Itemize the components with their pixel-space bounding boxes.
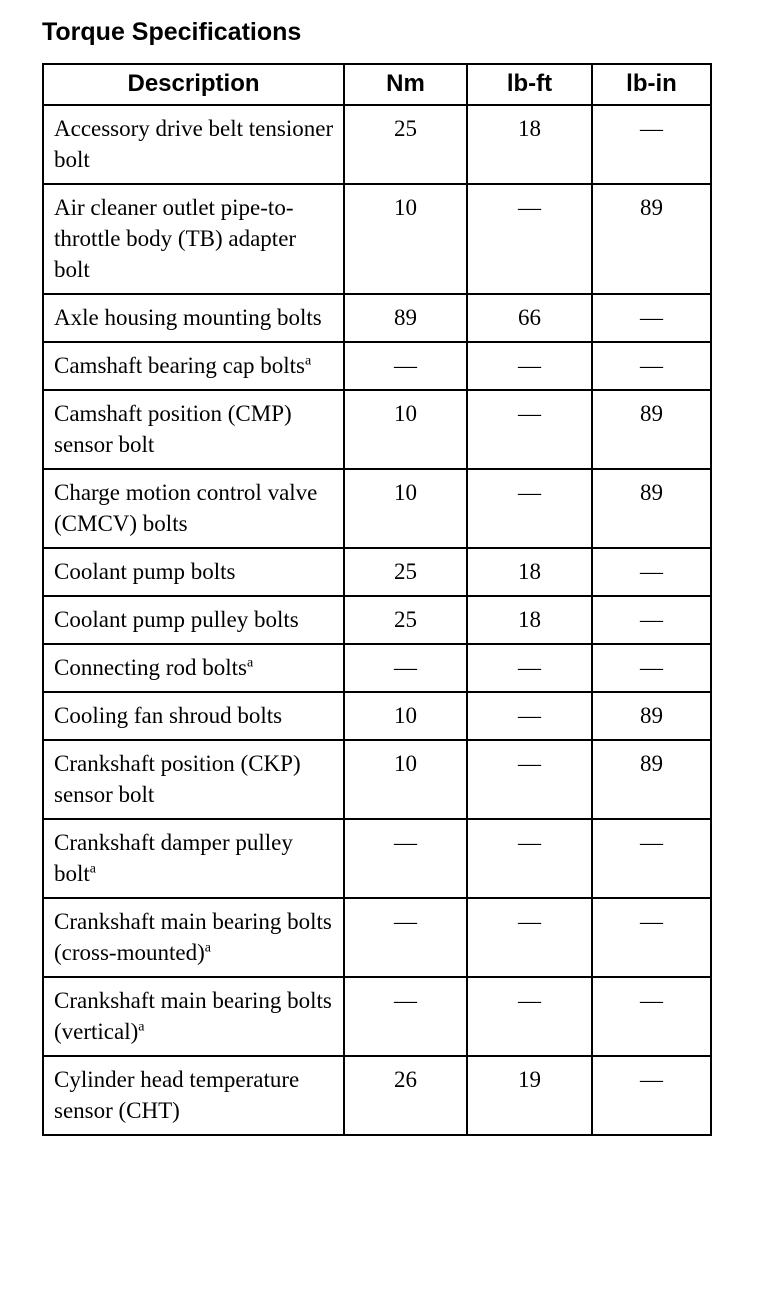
description-cell: Connecting rod bolts$^a$: [43, 644, 344, 692]
nm-cell: —: [344, 819, 467, 898]
description-cell: Charge motion control valve (CMCV) bolts: [43, 469, 344, 548]
footnote-marker: a: [246, 655, 254, 671]
footnote-marker: a: [305, 353, 312, 369]
lbft-cell: 18: [467, 596, 592, 644]
lbft-cell: —: [467, 740, 592, 819]
description-cell: Camshaft bearing cap bolts$^a$: [43, 342, 344, 390]
lbin-cell: —: [592, 294, 711, 342]
description-cell: Accessory drive belt tensioner bolt: [43, 105, 344, 184]
lbft-cell: —: [467, 692, 592, 740]
header-row: [43, 64, 711, 105]
footnote-marker: a: [138, 1019, 145, 1035]
footnote-marker: a: [89, 861, 96, 877]
torque-specifications-table: [42, 63, 712, 1136]
header-nm: Nm: [344, 64, 467, 105]
lbin-cell: —: [592, 596, 711, 644]
table-row: [43, 548, 711, 596]
table-row: [43, 184, 711, 294]
lbin-cell: 89: [592, 184, 711, 294]
lbft-cell: —: [467, 342, 592, 390]
nm-cell: 10: [344, 469, 467, 548]
table-row: [43, 342, 711, 390]
lbin-cell: —: [592, 342, 711, 390]
description-cell: Axle housing mounting bolts: [43, 294, 344, 342]
description-cell: Coolant pump bolts: [43, 548, 344, 596]
table-body: [43, 105, 711, 1135]
description-cell: Air cleaner outlet pipe-to-throttle body (TB) adapter bolt: [43, 184, 344, 294]
description-cell: Coolant pump pulley bolts: [43, 596, 344, 644]
table-row: [43, 819, 711, 898]
nm-cell: —: [344, 342, 467, 390]
table-row: [43, 692, 711, 740]
lbft-cell: —: [467, 819, 592, 898]
lbin-cell: —: [592, 898, 711, 977]
nm-cell: 25: [344, 596, 467, 644]
lbin-cell: 89: [592, 692, 711, 740]
header-lbft: lb-ft: [467, 64, 592, 105]
nm-cell: 26: [344, 1056, 467, 1135]
nm-cell: 25: [344, 548, 467, 596]
table-row: [43, 390, 711, 469]
lbin-cell: 89: [592, 740, 711, 819]
table-row: [43, 740, 711, 819]
description-cell: Camshaft position (CMP) sensor bolt: [43, 390, 344, 469]
description-cell: Cylinder head temperature sensor (CHT): [43, 1056, 344, 1135]
header-description: Description: [43, 64, 344, 105]
description-cell: Crankshaft position (CKP) sensor bolt: [43, 740, 344, 819]
lbin-cell: —: [592, 1056, 711, 1135]
page-title: Torque Specifications: [42, 18, 302, 46]
nm-cell: 89: [344, 294, 467, 342]
nm-cell: —: [344, 977, 467, 1056]
description-cell: Crankshaft main bearing bolts (vertical)$^a$: [43, 977, 344, 1056]
header-lbin: lb-in: [592, 64, 711, 105]
lbin-cell: —: [592, 644, 711, 692]
lbft-cell: —: [467, 184, 592, 294]
lbin-cell: —: [592, 105, 711, 184]
nm-cell: —: [344, 898, 467, 977]
lbft-cell: 19: [467, 1056, 592, 1135]
table-row: [43, 294, 711, 342]
lbft-cell: 18: [467, 548, 592, 596]
table-header: [43, 64, 711, 105]
table-row: [43, 1056, 711, 1135]
description-cell: Crankshaft damper pulley bolt$^a$: [43, 819, 344, 898]
table-row: [43, 898, 711, 977]
lbft-cell: 66: [467, 294, 592, 342]
nm-cell: —: [344, 644, 467, 692]
nm-cell: 25: [344, 105, 467, 184]
lbft-cell: —: [467, 898, 592, 977]
lbin-cell: 89: [592, 390, 711, 469]
nm-cell: 10: [344, 692, 467, 740]
lbin-cell: —: [592, 548, 711, 596]
footnote-marker: a: [204, 940, 211, 956]
lbin-cell: —: [592, 819, 711, 898]
table-row: [43, 644, 711, 692]
lbft-cell: —: [467, 390, 592, 469]
description-cell: Cooling fan shroud bolts: [43, 692, 344, 740]
lbft-cell: —: [467, 469, 592, 548]
description-cell: Crankshaft main bearing bolts (cross-mounted)$^a$: [43, 898, 344, 977]
lbft-cell: 18: [467, 105, 592, 184]
nm-cell: 10: [344, 740, 467, 819]
lbft-cell: —: [467, 644, 592, 692]
lbft-cell: —: [467, 977, 592, 1056]
nm-cell: 10: [344, 184, 467, 294]
nm-cell: 10: [344, 390, 467, 469]
table-row: [43, 977, 711, 1056]
table-row: [43, 596, 711, 644]
table-row: [43, 469, 711, 548]
table-row: [43, 105, 711, 184]
lbin-cell: —: [592, 977, 711, 1056]
lbin-cell: 89: [592, 469, 711, 548]
